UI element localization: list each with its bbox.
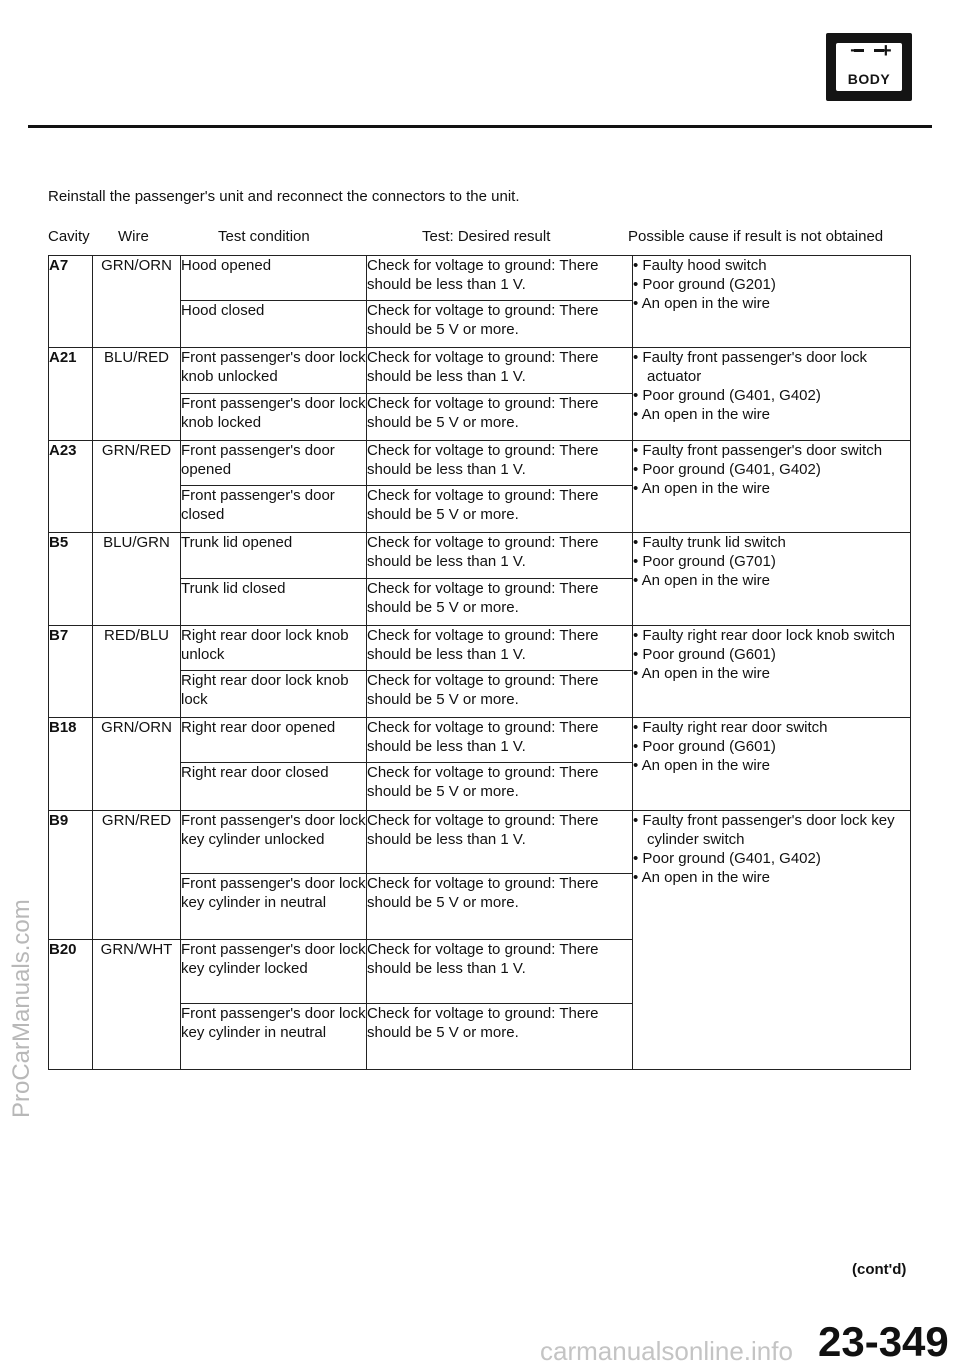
cause-item: • Faulty trunk lid switch — [633, 534, 786, 552]
header-rule — [28, 125, 932, 128]
cavity-cell: B9 — [49, 810, 93, 940]
wire-cell: GRN/ORN — [93, 718, 181, 810]
cavity-cell: B7 — [49, 625, 93, 717]
cause-item: • Faulty right rear door lock knob switch — [633, 626, 896, 644]
cause-item: • An open in the wire — [633, 757, 771, 775]
table-row — [49, 625, 911, 670]
test-condition-cell: Right rear door opened — [181, 718, 367, 763]
test-table — [48, 255, 911, 1070]
cause-item: • An open in the wire — [633, 868, 771, 886]
badge-plus: + — [880, 40, 892, 62]
footer-watermark: carmanualsonline.info — [540, 1336, 793, 1366]
possible-cause-cell — [633, 718, 911, 810]
cavity-cell: B18 — [49, 718, 93, 810]
page-number: 23-349 — [818, 1318, 949, 1365]
cause-item: • An open in the wire — [633, 664, 771, 682]
table-row — [49, 440, 911, 485]
cause-item: • Poor ground (G701) — [633, 553, 776, 571]
possible-cause-cell — [633, 625, 911, 717]
possible-cause-cell — [633, 256, 911, 348]
header-desired-result: Test: Desired result — [422, 228, 551, 245]
test-condition-cell: Hood opened — [181, 256, 367, 301]
desired-result-cell: Check for voltage to ground: There should be 5 V or more. — [367, 670, 633, 717]
cause-item: • Poor ground (G401, G402) — [633, 849, 821, 867]
side-watermark: ProCarManuals.com — [8, 899, 35, 1118]
test-condition-cell: Front passenger's door lock key cylinder in neutral — [181, 873, 367, 939]
table-row — [49, 810, 911, 873]
cause-item: • Poor ground (G601) — [633, 738, 776, 756]
header-possible-cause: Possible cause if result is not obtained — [628, 228, 884, 245]
cavity-cell: A21 — [49, 348, 93, 440]
cavity-cell: A23 — [49, 440, 93, 532]
desired-result-cell: Check for voltage to ground: There should be less than 1 V. — [367, 533, 633, 578]
test-condition-cell: Trunk lid opened — [181, 533, 367, 578]
cause-item: • An open in the wire — [633, 406, 771, 424]
wire-cell: GRN/RED — [93, 440, 181, 532]
table-row — [49, 348, 911, 393]
cause-item: • Poor ground (G401, G402) — [633, 460, 821, 478]
continued-label: (cont'd) — [852, 1261, 907, 1278]
test-condition-cell: Front passenger's door lock knob unlocked — [181, 348, 367, 393]
test-condition-cell: Right rear door lock knob unlock — [181, 625, 367, 670]
desired-result-cell: Check for voltage to ground: There should be less than 1 V. — [367, 940, 633, 1003]
wire-cell: GRN/RED — [93, 810, 181, 940]
table-row — [49, 533, 911, 578]
possible-cause-cell — [633, 533, 911, 625]
test-condition-cell: Right rear door lock knob lock — [181, 670, 367, 717]
desired-result-cell: Check for voltage to ground: There should be 5 V or more. — [367, 393, 633, 440]
wire-cell: GRN/ORN — [93, 256, 181, 348]
test-condition-cell: Front passenger's door closed — [181, 486, 367, 533]
test-condition-cell: Front passenger's door opened — [181, 440, 367, 485]
desired-result-cell: Check for voltage to ground: There should be less than 1 V. — [367, 718, 633, 763]
cause-item: • Faulty front passenger's door switch — [633, 441, 883, 459]
desired-result-cell: Check for voltage to ground: There should be less than 1 V. — [367, 810, 633, 873]
cause-item: • Poor ground (G401, G402) — [633, 387, 821, 405]
cavity-cell: B20 — [49, 940, 93, 1070]
test-condition-cell: Front passenger's door lock key cylinder unlocked — [181, 810, 367, 873]
test-condition-cell: Trunk lid closed — [181, 578, 367, 625]
wire-cell: RED/BLU — [93, 625, 181, 717]
wire-cell: BLU/GRN — [93, 533, 181, 625]
desired-result-cell: Check for voltage to ground: There should be 5 V or more. — [367, 1003, 633, 1069]
table-row — [49, 718, 911, 763]
desired-result-cell: Check for voltage to ground: There should be less than 1 V. — [367, 348, 633, 393]
cause-item: • An open in the wire — [633, 479, 771, 497]
cavity-cell: B5 — [49, 533, 93, 625]
wire-cell: GRN/WHT — [93, 940, 181, 1070]
header-cavity: Cavity — [48, 228, 90, 245]
desired-result-cell: Check for voltage to ground: There should be 5 V or more. — [367, 873, 633, 939]
test-condition-cell: Front passenger's door lock knob locked — [181, 393, 367, 440]
cause-item: • Poor ground (G201) — [633, 276, 776, 293]
header-test-condition: Test condition — [218, 228, 310, 245]
test-condition-cell: Right rear door closed — [181, 763, 367, 810]
test-condition-cell: Front passenger's door lock key cylinder in neutral — [181, 1003, 367, 1069]
cause-item: • Poor ground (G601) — [633, 645, 776, 663]
wire-cell: BLU/RED — [93, 348, 181, 440]
possible-cause-cell — [633, 348, 911, 440]
possible-cause-cell — [633, 440, 911, 532]
table-row — [49, 256, 911, 301]
cause-item: • Faulty hood switch — [633, 257, 767, 274]
desired-result-cell: Check for voltage to ground: There should be less than 1 V. — [367, 625, 633, 670]
desired-result-cell: Check for voltage to ground: There should be less than 1 V. — [367, 440, 633, 485]
possible-cause-cell — [633, 810, 911, 1069]
cause-item: • An open in the wire — [633, 295, 771, 312]
cause-item: • Faulty front passenger's door lock key cylinder switch — [633, 811, 895, 848]
badge-minus: − — [850, 40, 862, 62]
intro-text: Reinstall the passenger's unit and reconnect the connectors to the unit. — [48, 188, 520, 205]
badge-label: BODY — [847, 71, 891, 87]
desired-result-cell: Check for voltage to ground: There should be 5 V or more. — [367, 578, 633, 625]
desired-result-cell: Check for voltage to ground: There should be 5 V or more. — [367, 486, 633, 533]
header-wire: Wire — [118, 228, 149, 245]
battery-body-icon — [826, 33, 912, 101]
cause-item: • Faulty front passenger's door lock actuator — [633, 349, 868, 386]
test-condition-cell: Front passenger's door lock key cylinder locked — [181, 940, 367, 1003]
desired-result-cell: Check for voltage to ground: There should be 5 V or more. — [367, 301, 633, 348]
cause-item: • Faulty right rear door switch — [633, 719, 828, 737]
test-condition-cell: Hood closed — [181, 301, 367, 348]
cavity-cell: A7 — [49, 256, 93, 348]
desired-result-cell: Check for voltage to ground: There should be 5 V or more. — [367, 763, 633, 810]
desired-result-cell: Check for voltage to ground: There should be less than 1 V. — [367, 256, 633, 301]
cause-item: • An open in the wire — [633, 572, 771, 590]
